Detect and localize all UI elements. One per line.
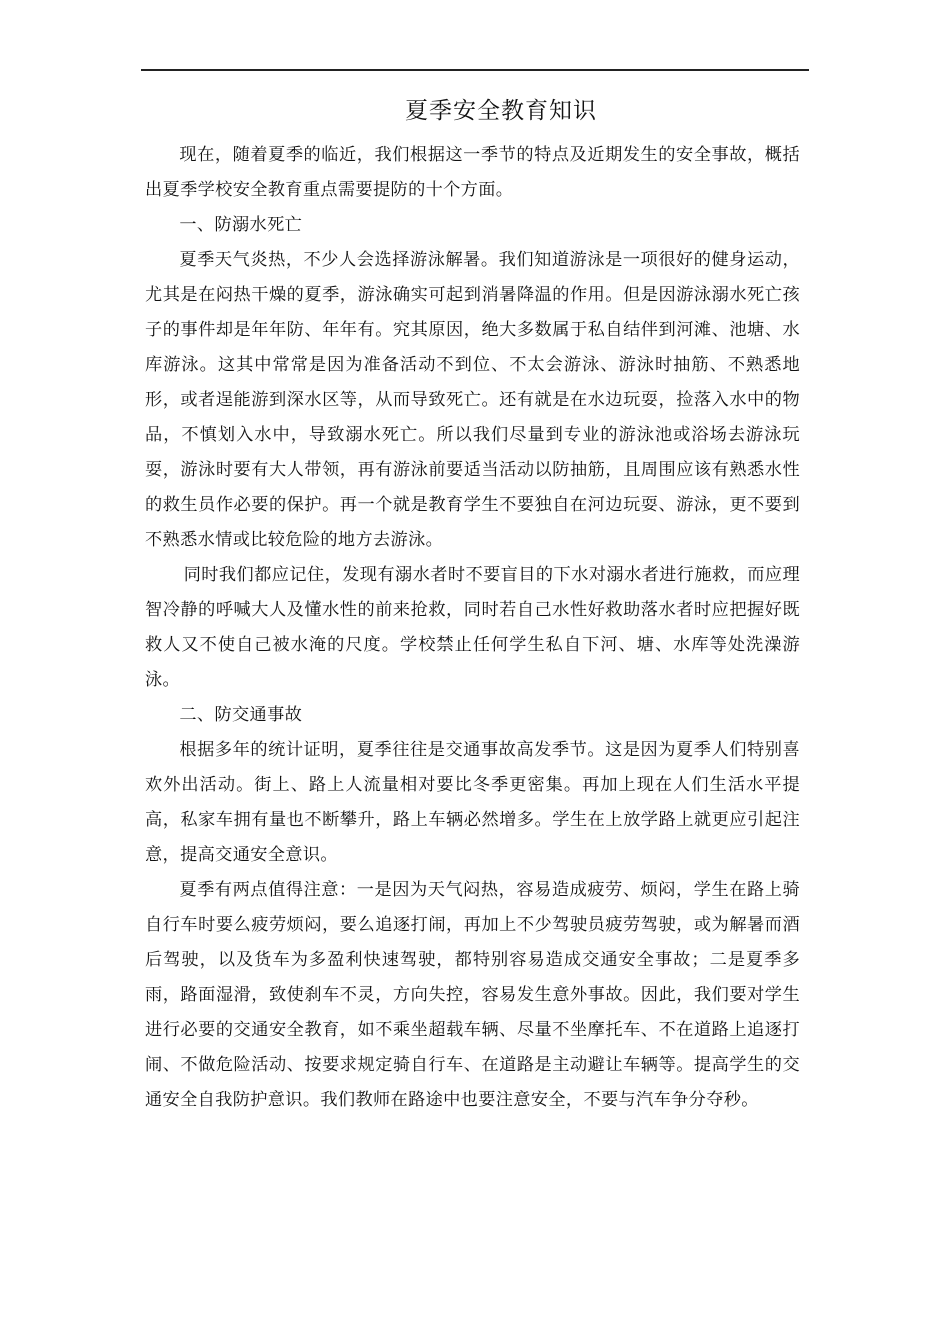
header-rule [141,69,809,71]
section-heading-traffic: 二、防交通事故 [179,705,303,725]
document-body [145,138,800,1118]
drowning-paragraph: 夏季天气炎热，不少人会选择游泳解暑。我们知道游泳是一项很好的健身运动，尤其是在闷热干燥的夏季，游泳确实可起到消暑降温的作用。但是因游泳溺水死亡孩子的事件却是年年防、年年有。究其原因，绝大多数属于私自结伴到河滩、池塘、水库游泳。这其中常常是因为准备活动不到位、不太会游泳、游泳时抽筋、不熟悉地形，或者逞能游到深水区等，从而导致死亡。还有就是在水边玩耍，捡落入水中的物品，不慎划入水中，导致溺水死亡。所以我们尽量到专业的游泳池或浴场去游泳玩耍，游泳时要有大人带领，再有游泳前要适当活动以防抽筋，且周围应该有熟悉水性的救生员作必要的保护。再一个就是教育学生不要独自在河边玩耍、游泳，更不要到不熟悉水情或比较危险的地方去游泳。 [145,250,800,550]
document-title: 夏季安全教育知识 [405,98,597,124]
traffic-paragraph: 根据多年的统计证明，夏季往往是交通事故高发季节。这是因为夏季人们特别喜欢外出活动。街上、路上人流量相对要比冬季更密集。再加上现在人们生活水平提高，私家车拥有量也不断攀升，路上车辆必然增多。学生在上放学路上就更应引起注意，提高交通安全意识。 [145,740,800,865]
intro-paragraph: 现在，随着夏季的临近，我们根据这一季节的特点及近期发生的安全事故，概括出夏季学校安全教育重点需要提防的十个方面。 [145,145,800,200]
rescue-paragraph: 同时我们都应记住，发现有溺水者时不要盲目的下水对溺水者进行施救，而应理智冷静的呼喊大人及懂水性的前来抢救，同时若自己水性好救助落水者时应把握好既救人又不使自己被水淹的尺度。学校禁止任何学生私自下河、塘、水库等处洗澡游泳。 [145,565,800,690]
section-heading-drowning: 一、防溺水死亡 [179,215,303,235]
traffic-notes-paragraph: 夏季有两点值得注意：一是因为天气闷热，容易造成疲劳、烦闷，学生在路上骑自行车时要么疲劳烦闷，要么追逐打闹，再加上不少驾驶员疲劳驾驶，或为解暑而酒后驾驶，以及货车为多盈利快速驾驶，都特别容易造成交通安全事故；二是夏季多雨，路面湿滑，致使刹车不灵，方向失控，容易发生意外事故。因此，我们要对学生进行必要的交通安全教育，如不乘坐超载车辆、尽量不坐摩托车、不在道路上追逐打闹、不做危险活动、按要求规定骑自行车、在道路是主动避让车辆等。提高学生的交通安全自我防护意识。我们教师在路途中也要注意安全，不要与汽车争分夺秒。 [145,880,800,1110]
